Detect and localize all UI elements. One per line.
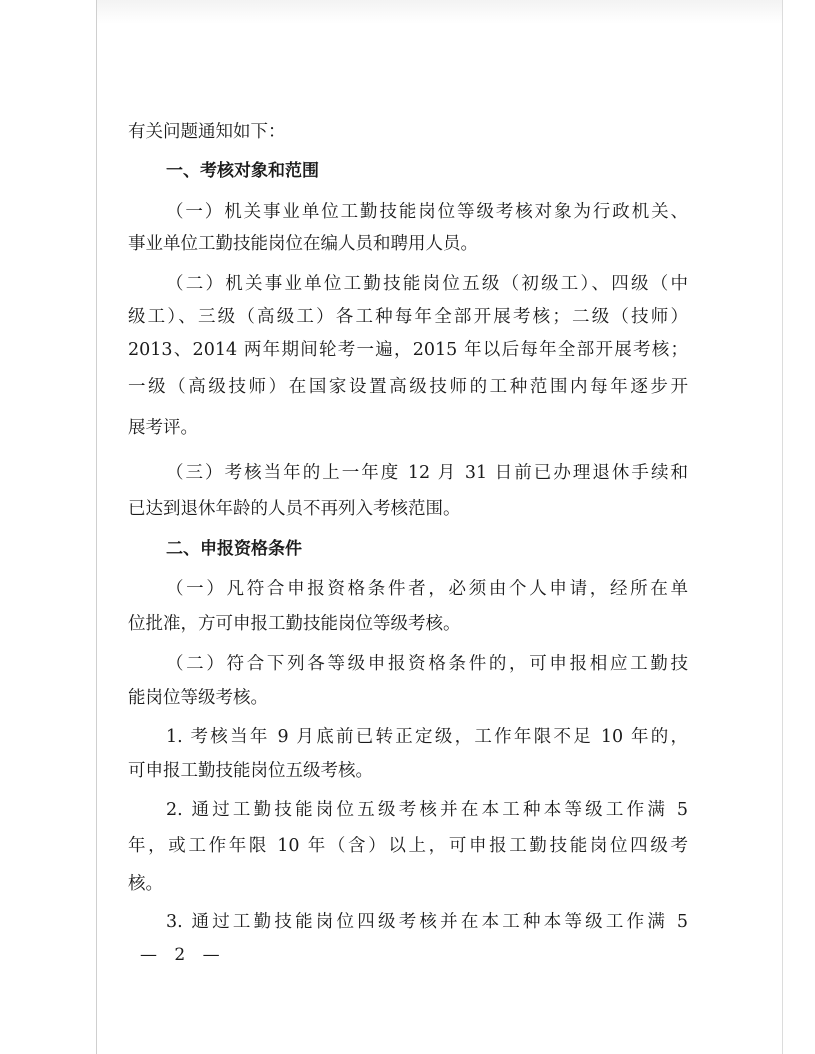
text-line: 2013、2014 两年期间轮考一遍，2015 年以后每年全部开展考核； bbox=[128, 340, 688, 360]
section-heading-1: 一、考核对象和范围 bbox=[166, 161, 319, 181]
page-right-edge bbox=[782, 0, 783, 1054]
text-line: 3. 通过工勤技能岗位四级考核并在本工种本等级工作满 5 bbox=[166, 912, 688, 932]
text-line: （二）符合下列各等级申报资格条件的，可申报相应工勤技 bbox=[166, 654, 688, 674]
page-left-edge bbox=[96, 0, 97, 1054]
text-line: 能岗位等级考核。 bbox=[128, 688, 268, 708]
page-number: — 2 — bbox=[140, 945, 226, 965]
section-heading-2: 二、申报资格条件 bbox=[166, 539, 302, 559]
text-line: （二）机关事业单位工勤技能岗位五级（初级工）、四级（中 bbox=[166, 274, 688, 294]
text-line: 已达到退休年龄的人员不再列入考核范围。 bbox=[128, 499, 461, 519]
text-line: 可申报工勤技能岗位五级考核。 bbox=[128, 761, 373, 781]
text-line: 有关问题通知如下： bbox=[128, 122, 286, 142]
text-line: 事业单位工勤技能岗位在编人员和聘用人员。 bbox=[128, 234, 478, 254]
text-line: （一）凡符合申报资格条件者，必须由个人申请，经所在单 bbox=[166, 579, 688, 599]
text-line: 展考评。 bbox=[128, 418, 198, 438]
text-line: （三）考核当年的上一年度 12 月 31 日前已办理退休手续和 bbox=[166, 463, 688, 483]
scan-top-strip bbox=[97, 0, 782, 24]
text-line: （一）机关事业单位工勤技能岗位等级考核对象为行政机关、 bbox=[166, 202, 688, 222]
text-line: 核。 bbox=[128, 874, 163, 894]
text-line: 1. 考核当年 9 月底前已转正定级，工作年限不足 10 年的， bbox=[166, 727, 688, 747]
text-line: 位批准，方可申报工勤技能岗位等级考核。 bbox=[128, 614, 461, 634]
text-line: 级工）、三级（高级工）各工种每年全部开展考核；二级（技师） bbox=[128, 307, 688, 327]
text-line: 一级（高级技师）在国家设置高级技师的工种范围内每年逐步开 bbox=[128, 377, 688, 397]
text-line: 年，或工作年限 10 年（含）以上，可申报工勤技能岗位四级考 bbox=[128, 836, 688, 856]
text-line: 2. 通过工勤技能岗位五级考核并在本工种本等级工作满 5 bbox=[166, 800, 688, 820]
